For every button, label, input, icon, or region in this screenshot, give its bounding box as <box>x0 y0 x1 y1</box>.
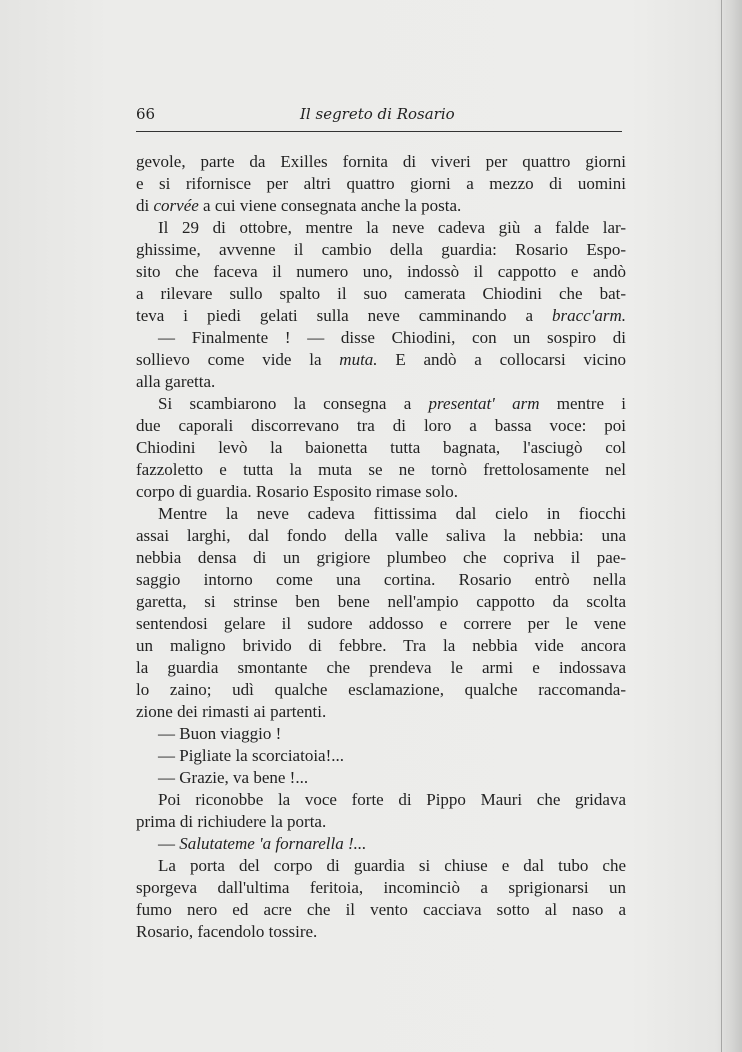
page-edge-line <box>721 0 722 1052</box>
text-line: sito che faceva il numero uno, indossò il cappotto e andò <box>136 262 626 281</box>
text-line <box>136 393 626 415</box>
text-segment: E andò a collocarsi vicino <box>377 350 626 369</box>
text-line: lo zaino; udì qualche esclamazione, qualche raccomanda- <box>136 680 626 699</box>
text-line: Rosario, facendolo tossire. <box>136 922 318 941</box>
text-line: alla garetta. <box>136 372 216 391</box>
text-line <box>136 305 626 327</box>
text-line: — Pigliate la scorciatoia!... <box>158 746 344 765</box>
text-line: fumo nero ed acre che il vento cacciava sotto al naso a <box>136 900 626 919</box>
text-segment: mentre i <box>539 394 626 413</box>
text-line: garetta, si strinse ben bene nell'ampio cappotto da scolta <box>136 592 626 611</box>
text-segment: di <box>136 196 154 215</box>
text-line: Poi riconobbe la voce forte di Pippo Mauri che gridava <box>158 790 626 809</box>
text-segment: teva i piedi gelati sulla neve camminando a <box>136 306 552 325</box>
text-line: sporgeva dall'ultima feritoia, incominciò a sprigionarsi un <box>136 878 626 897</box>
running-header <box>136 105 622 127</box>
text-segment: sollievo come vide la <box>136 350 340 369</box>
text-line: — Finalmente ! — disse Chiodini, con un sospiro di <box>158 328 626 347</box>
text-line <box>136 349 626 371</box>
text-line <box>136 833 626 855</box>
text-line: prima di richiudere la porta. <box>136 812 327 831</box>
text-line: nebbia densa di un grigiore plumbeo che copriva il pae- <box>136 548 626 567</box>
text-line: la guardia smontante che prendeva le armi e indossava <box>136 658 626 677</box>
page-number: 66 <box>136 105 156 123</box>
text-line: a rilevare sullo spalto il suo camerata Chiodini che bat- <box>136 284 626 303</box>
text-segment: — <box>158 834 180 853</box>
text-line: Il 29 di ottobre, mentre la neve cadeva giù a falde lar- <box>158 218 626 237</box>
text-line: gevole, parte da Exilles fornita di viveri per quattro giorni <box>136 152 626 171</box>
text-line: sentendosi gelare il sudore addosso e correre per le vene <box>136 614 626 633</box>
text-line: La porta del corpo di guardia si chiuse e dal tubo che <box>158 856 626 875</box>
body-text <box>136 151 626 943</box>
text-line: Mentre la neve cadeva fittissima dal cielo in fiocchi <box>158 504 626 523</box>
text-line: e si rifornisce per altri quattro giorni a mezzo di uomini <box>136 174 626 193</box>
text-segment: a cui viene consegnata anche la posta. <box>198 196 462 215</box>
text-line: due caporali discorrevano tra di loro a bassa voce: poi <box>136 416 626 435</box>
text-line: fazzoletto e tutta la muta se ne tornò frettolosamente nel <box>136 460 626 479</box>
running-title: Il segreto di Rosario <box>300 105 455 123</box>
text-line: Chiodini levò la baionetta tutta bagnata, l'asciugò col <box>136 438 626 457</box>
italic-text: bracc'arm. <box>552 306 626 325</box>
text-line: ghissime, avvenne il cambio della guardia: Rosario Espo- <box>136 240 626 259</box>
italic-text: muta. <box>339 350 378 369</box>
text-line: — Buon viaggio ! <box>158 724 282 743</box>
text-line: assai larghi, dal fondo della valle saliva la nebbia: una <box>136 526 626 545</box>
text-line: — Grazie, va bene !... <box>158 768 309 787</box>
text-line: zione dei rimasti ai partenti. <box>136 702 327 721</box>
text-line <box>136 195 626 217</box>
italic-text: Salutateme 'a fornarella !... <box>179 834 367 853</box>
text-line: saggio intorno come una cortina. Rosario entrò nella <box>136 570 626 589</box>
page-edge-shadow <box>716 0 742 1052</box>
text-line: corpo di guardia. Rosario Esposito rimase solo. <box>136 482 459 501</box>
italic-text: corvée <box>153 196 199 215</box>
text-line: un maligno brivido di febbre. Tra la nebbia vide ancora <box>136 636 626 655</box>
header-rule <box>136 131 622 132</box>
text-segment: Si scambiarono la consegna a <box>158 394 429 413</box>
italic-text: presentat' arm <box>428 394 540 413</box>
